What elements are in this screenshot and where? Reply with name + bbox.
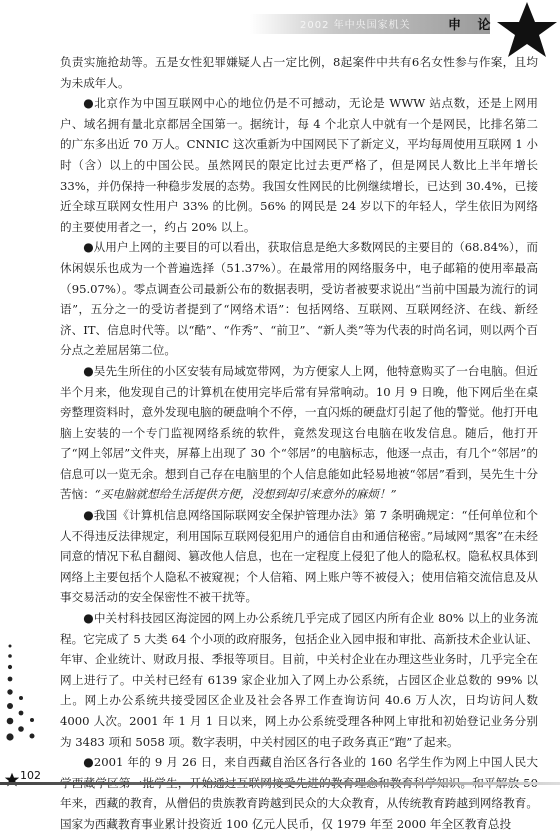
page-header [0,0,560,44]
paragraph-1 [60,52,538,93]
paragraph-6 [60,608,538,752]
emphasized-quote: “买电脑就想给生活提供方便，没想到却引来意外的麻烦！” [94,487,397,502]
star-icon [494,0,560,60]
paragraph-3 [60,237,538,361]
bullet-icon: ● [83,363,94,378]
bullet-icon: ● [83,508,94,523]
paragraph-text: 从用户上网的主要目的可以看出，获取信息是绝大多数网民的主要目的（68.84%），而休闲娱乐也成为一个普遍选择（51.37%）。在最常用的网络服务中，电子邮箱的使用率最高（95.07%）。零点调查公司最新公布的数据表明，受访者被要求说出“当前中国最为流行的词语”，五分之一的受访者提到了“网络术语”：包括网络、互联网、互联网经济、在线、新经济、IT、信息时代等。以“酷”、“作秀”、“前卫”、“新人类”等为代表的时尚名词，则以两个百分点之差屈居第二位。 [60,240,538,358]
footer-star-icon [4,772,20,788]
paragraph-4 [60,361,538,505]
page-number: 102 [20,769,41,782]
article-body [60,52,538,835]
bullet-icon: ● [83,755,94,770]
footer-rule [0,782,560,785]
paragraph-7 [60,752,538,834]
section-title: 申 论 [448,18,497,33]
bullet-icon: ● [83,611,94,626]
paragraph-text: 2001 年的 9 月 26 日，来自西藏自治区各行各业的 160 名学生作为网上中国人民大 年来，西藏的教育，从僧侣的贵族教育跨越到民众的大众教育，从传统教育跨越到网络教育。国家为西藏教育事业累计投资近 100 亿元人民币，仅 1979 年至 2000 年全区教育总投 [60,755,538,831]
paragraph-text: 负责实施抢劫等。五是女性犯罪嫌疑人占一定比例，8起案件中共有6名女性参与作案，且均为未成年人。 [60,55,538,90]
decorative-dots [2,640,42,770]
paragraph-2 [60,93,538,237]
paragraph-text: 吴先生所住的小区安装有局域宽带网，为方便家人上网，他特意购买了一台电脑。但近半个月来，他发现自己的计算机在使用完毕后常有异常响动。10 月 9 日晚，他下网后坐在桌旁整理资料时，意外发现电脑的硬盘响个不停，一直闪烁的硬盘灯引起了他的警觉。他打开电脑上安装的一个专门监视网络系统的软件，竟然发现这台电脑在收发信息。随后，他打开了“网上邻居”文件夹，屏幕上出现了 30 个“邻居”的电脑标志，他逐一点击，有几个“邻居”的信息可以一览无余。想到自己存在电脑里的个人信息能如此轻易地被“邻居”看到，吴先生十分苦恼： [60,363,538,502]
paragraph-text: 我国《计算机信息网络国际联网安全保护管理办法》第 7 条明确规定：“任何单位和个人不得违反法律规定，利用国际互联网侵犯用户的通信自由和通信秘密。”局域网“黑客”在未经同意的情况下私自翻阅、篡改他人信息，也在一定程度上侵犯了他人的隐私权。隐私权具体到网络上主要包括个人隐私不被窥视；个人信箱、网上账户等不被侵入；使用信箱交流信息及从事交易活动的安全保密性不被干扰等。 [60,508,538,605]
bullet-icon: ● [83,96,95,111]
paragraph-text: 中关村科技园区海淀园的网上办公系统几乎完成了园区内所有企业 80% 以上的业务流程。它完成了 5 大类 64 个小项的政府服务，包括企业入园申报和审批、高新技术企业认证、年审、企业统计、财政月报、季报等项目。目前，中关村企业在办理这些业务时，几乎完全在网上进行了。中关村已经有 6139 家企业加入了网上办公系统，占园区企业总数的 99% 以上。网上办公系统共接受园区企业及社会各界工作查询访问 40.6 万人次，日均访问人数 4000 人次。2001 年 1 月 1 日以来，网上办公系统受理各种网上审批和初始登记业务分别为 3483 项和 5058 项。数字表明，中关村园区的电子政务真正“跑”了起来。 [60,611,538,749]
paragraph-text: 北京作为中国互联网中心的地位仍是不可撼动，无论是 WWW 站点数，还是上网用户、域名拥有量北京都居全国第一。据统计，每 4 个北京人中就有一个是网民，比排名第二的广东多出近 70 万人。CNNIC 这次重新为中国网民下了新定义，平均每周使用互联网 1 小时（含）以上的中国公民。虽然网民的限定比过去更严格了，但是网民人数比上半年增长 33%，并仍保持一种稳步发展的态势。我国女性网民的比例继续增长，已达到 30.4%，已接近全球互联网女性用户 33% 的比例。56% 的网民是 24 岁以下的年轻人，学生依旧为网络的主要使用者之一，约占 20% 以上。 [60,96,538,234]
bullet-icon: ● [83,240,94,255]
header-year-label: 2002 年中央国家机关 [300,20,411,31]
paragraph-5 [60,505,538,608]
